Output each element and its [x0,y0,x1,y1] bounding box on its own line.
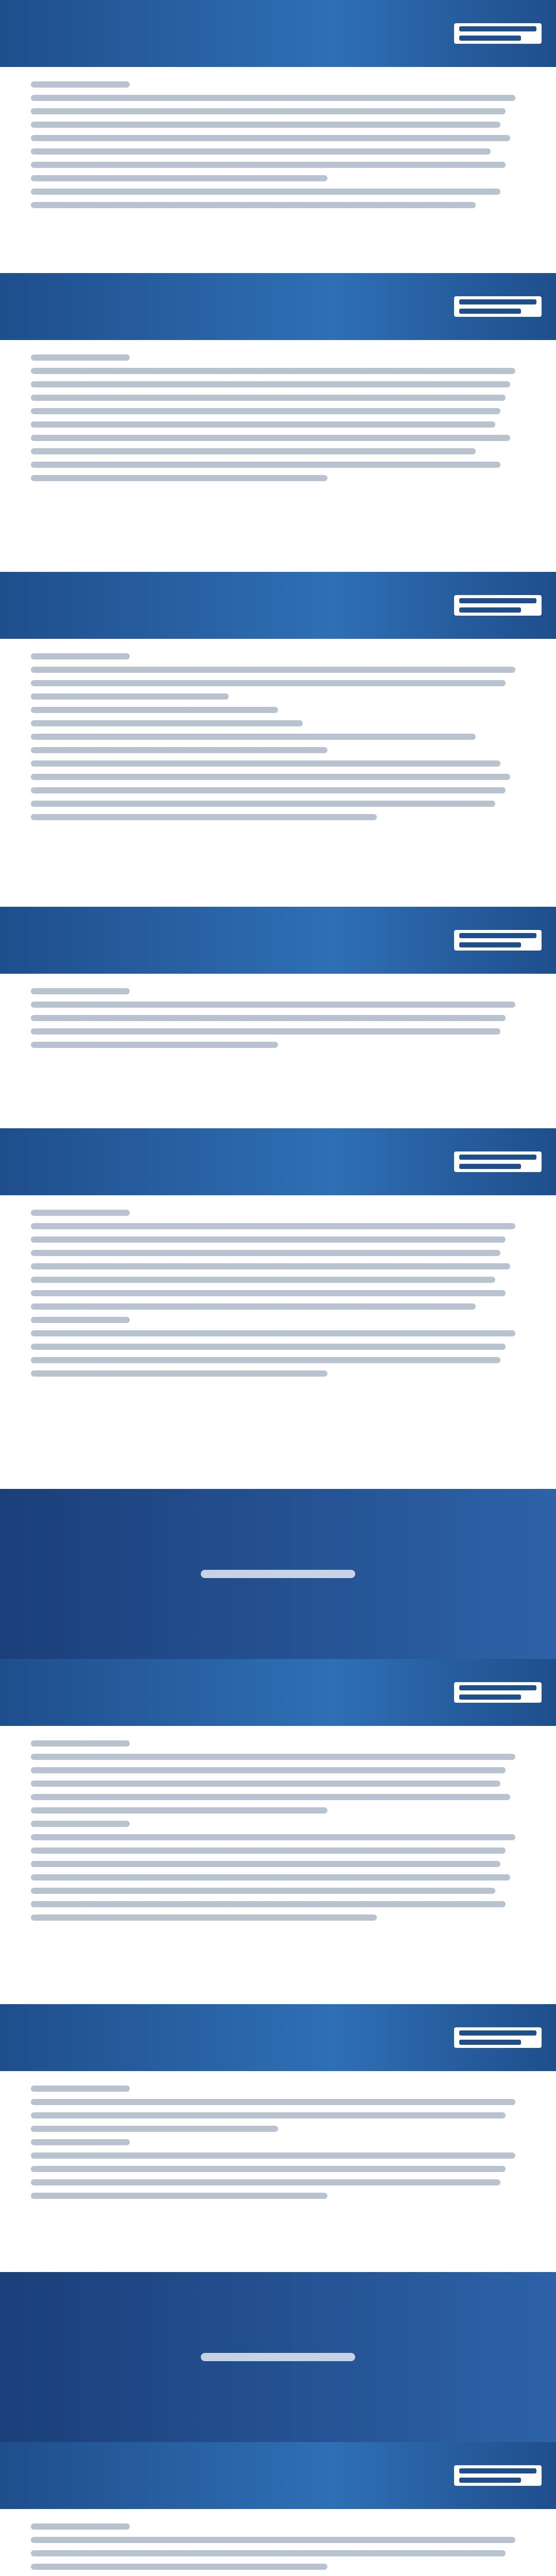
placeholder-line [31,135,510,141]
placeholder-line [31,421,495,428]
content-section [0,340,556,572]
placeholder-line [201,1570,355,1578]
chapter-divider [0,1489,556,1659]
placeholder-line [31,1317,130,1323]
content-section [0,2509,556,2576]
placeholder-line [31,1914,377,1921]
text-block [31,1210,525,1377]
placeholder-line [31,1028,500,1035]
content-section [0,2071,556,2272]
placeholder-line [31,81,130,88]
placeholder-line [31,1263,510,1269]
placeholder-line [31,1250,500,1256]
logo-badge [454,595,542,616]
placeholder-line [31,1767,506,1773]
placeholder-line [31,148,491,155]
placeholder-line [31,381,510,387]
placeholder-line [31,108,506,114]
logo-badge [454,1682,542,1703]
text-block [31,2523,525,2576]
placeholder-line [31,667,515,673]
section-banner [0,273,556,340]
placeholder-line [31,2086,130,2092]
content-section [0,67,556,273]
text-block [31,988,525,1048]
placeholder-line [31,1357,500,1363]
logo-line [459,2468,536,2473]
placeholder-line [31,2126,278,2132]
placeholder-line [31,1834,515,1840]
placeholder-line [31,1344,506,1350]
placeholder-line [201,2353,355,2361]
placeholder-line [31,760,500,767]
logo-line [459,1694,521,1700]
content-section [0,974,556,1128]
section-banner [0,1659,556,1726]
logo-line [459,942,521,947]
placeholder-line [31,1303,476,1310]
logo-line [459,2478,521,2483]
placeholder-line [31,2537,515,2543]
logo-line [459,598,536,603]
placeholder-line [31,2193,327,2199]
placeholder-line [31,395,506,401]
placeholder-line [31,2099,515,2105]
placeholder-line [31,95,515,101]
text-block [31,653,525,820]
placeholder-line [31,747,327,753]
placeholder-line [31,1874,510,1880]
logo-line [459,299,536,304]
placeholder-line [31,1330,515,1336]
placeholder-line [31,368,515,374]
placeholder-line [31,801,495,807]
placeholder-line [31,720,303,726]
placeholder-line [31,2112,506,2119]
placeholder-line [31,1370,327,1377]
logo-line [459,933,536,938]
placeholder-line [31,988,130,994]
content-section [0,1195,556,1489]
section-banner [0,572,556,639]
placeholder-line [31,1807,327,1814]
section-banner [0,2442,556,2509]
placeholder-line [31,1236,506,1243]
placeholder-line [31,1848,506,1854]
placeholder-line [31,2179,500,2185]
text-block [31,81,525,208]
placeholder-line [31,680,506,686]
placeholder-line [31,2523,130,2530]
placeholder-line [31,2564,327,2570]
placeholder-line [31,1740,130,1747]
placeholder-line [31,1821,130,1827]
placeholder-line [31,1888,495,1894]
placeholder-line [31,1861,500,1867]
logo-line [459,36,521,41]
text-block [31,354,525,481]
logo-line [459,1685,536,1690]
placeholder-line [31,707,278,713]
placeholder-line [31,354,130,361]
logo-line [459,607,521,613]
logo-line [459,2040,521,2045]
placeholder-line [31,1002,515,1008]
logo-badge [454,930,542,951]
placeholder-line [31,2153,515,2159]
placeholder-line [31,435,510,441]
text-block [31,1740,525,1921]
placeholder-line [31,202,476,208]
placeholder-line [31,1223,515,1229]
logo-line [459,1164,521,1169]
section-banner [0,2004,556,2071]
placeholder-line [31,787,506,793]
logo-line [459,26,536,31]
placeholder-line [31,2166,506,2172]
content-section [0,1726,556,2004]
logo-badge [454,23,542,44]
placeholder-line [31,189,500,195]
placeholder-line [31,1277,495,1283]
text-block [31,2086,525,2199]
placeholder-line [31,448,476,454]
placeholder-line [31,475,327,481]
logo-line [459,1155,536,1160]
section-banner [0,0,556,67]
placeholder-line [31,1290,506,1296]
placeholder-line [31,774,510,780]
placeholder-line [31,175,327,181]
section-banner [0,1128,556,1195]
logo-badge [454,1151,542,1172]
placeholder-line [31,462,500,468]
logo-badge [454,296,542,317]
placeholder-line [31,693,229,700]
logo-badge [454,2465,542,2486]
placeholder-line [31,162,506,168]
chapter-divider [0,2272,556,2442]
placeholder-line [31,122,500,128]
placeholder-line [31,653,130,659]
logo-line [459,2030,536,2036]
placeholder-line [31,1754,515,1760]
section-banner [0,907,556,974]
placeholder-line [31,2139,130,2145]
placeholder-line [31,408,500,414]
placeholder-line [31,1015,506,1021]
placeholder-line [31,1901,506,1907]
logo-line [459,309,521,314]
placeholder-line [31,2550,506,2556]
placeholder-line [31,1794,510,1800]
placeholder-line [31,1781,500,1787]
placeholder-line [31,1042,278,1048]
logo-badge [454,2027,542,2048]
placeholder-line [31,814,377,820]
content-section [0,639,556,907]
placeholder-line [31,1210,130,1216]
placeholder-line [31,734,476,740]
